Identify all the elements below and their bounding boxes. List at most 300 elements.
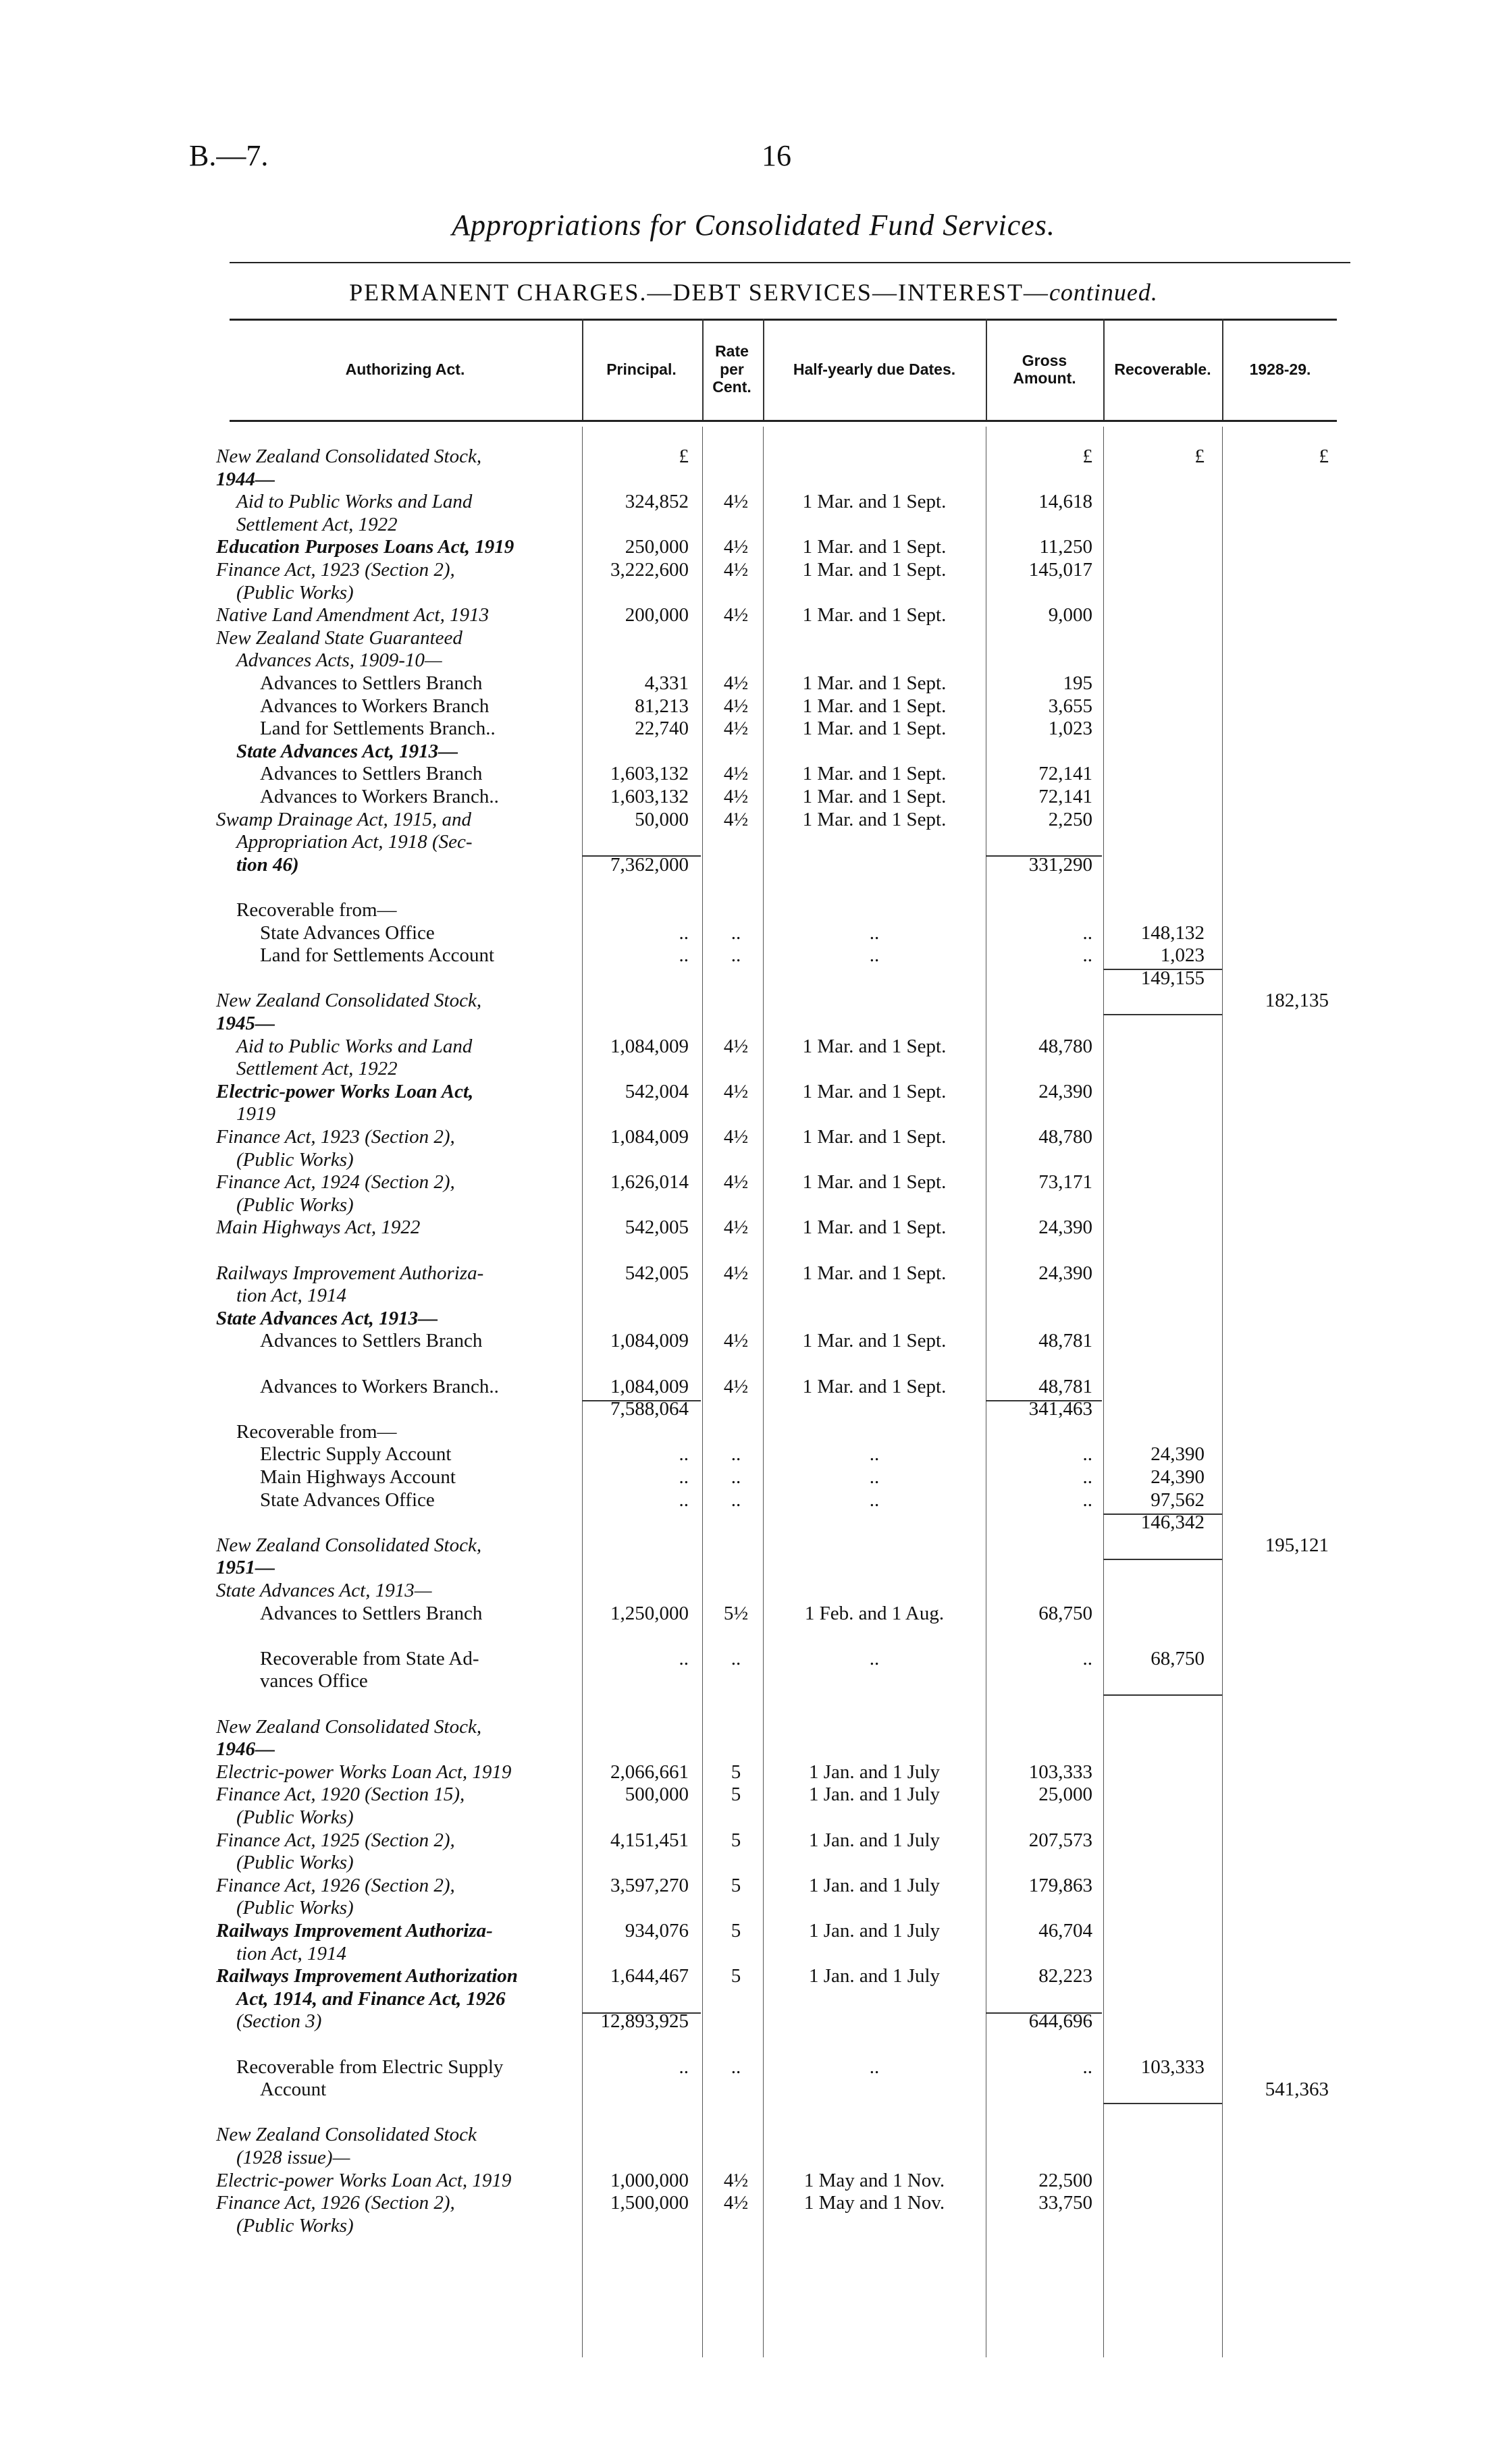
authorizing-act: Finance Act, 1926 (Section 2), xyxy=(216,2192,455,2214)
principal-cell: .. xyxy=(679,944,689,967)
principal-cell: 542,005 xyxy=(625,1216,689,1239)
authorizing-act: (Section 3) xyxy=(236,2010,322,2033)
due-dates-cell: .. xyxy=(869,1647,880,1669)
gross-amount-cell: 72,141 xyxy=(1038,786,1092,807)
header-gross: Gross Amount. xyxy=(1013,351,1076,387)
gross-amount-cell: 195 xyxy=(1063,672,1092,694)
table-row xyxy=(0,1533,1507,1557)
rate-cell: 4½ xyxy=(723,604,749,626)
principal-cell: 7,362,000 xyxy=(610,853,689,876)
header-column-line xyxy=(763,319,764,420)
due-dates-cell: 1 Mar. and 1 Sept. xyxy=(802,1262,947,1284)
table-row xyxy=(0,489,1507,514)
header-principal: Principal. xyxy=(606,360,677,378)
authorizing-act: Advances to Settlers Branch xyxy=(260,763,483,785)
table-subtitle xyxy=(0,278,1507,306)
table-row xyxy=(0,1261,1507,1285)
table-row xyxy=(0,2145,1507,2170)
gross-amount-cell: 46,704 xyxy=(1038,1920,1092,1941)
rate-cell: 4½ xyxy=(723,2192,749,2214)
table-row xyxy=(0,1896,1507,1920)
table-row xyxy=(0,1238,1507,1262)
authorizing-act: Electric-power Works Loan Act, 1919 xyxy=(216,2169,512,2191)
rate-cell: 4½ xyxy=(723,1080,749,1102)
gross-amount-cell: 48,781 xyxy=(1038,1375,1092,1397)
authorizing-act: tion Act, 1914 xyxy=(236,1942,346,1964)
authorizing-act: Account xyxy=(260,2079,327,2101)
due-dates-cell: 1 Mar. and 1 Sept. xyxy=(802,1080,947,1102)
due-dates-cell: 1 May and 1 Nov. xyxy=(803,2169,945,2191)
due-dates-cell: 1 Mar. and 1 Sept. xyxy=(802,672,947,694)
authorizing-act: Recoverable from— xyxy=(236,1420,397,1443)
gross-amount-cell: .. xyxy=(1082,1647,1092,1669)
gross-amount-cell: 2,250 xyxy=(1048,808,1092,830)
rate-cell: 4½ xyxy=(723,808,749,830)
recoverable-cell: 1,023 xyxy=(1160,944,1205,967)
principal-cell: 250,000 xyxy=(625,536,689,558)
principal-cell: .. xyxy=(679,1489,689,1511)
rate-cell: 4½ xyxy=(723,1330,749,1352)
gross-amount-cell: 341,463 xyxy=(1028,1398,1092,1420)
principal-cell: 1,084,009 xyxy=(610,1330,689,1352)
authorizing-act: Main Highways Act, 1922 xyxy=(216,1216,421,1239)
authorizing-act: Finance Act, 1924 (Section 2), xyxy=(216,1171,455,1194)
authorizing-act: (Public Works) xyxy=(236,581,354,604)
rate-cell: 4½ xyxy=(723,786,749,807)
table-row xyxy=(0,1760,1507,1784)
year-total-cell: 541,363 xyxy=(1265,2079,1329,2101)
table-row xyxy=(0,2032,1507,2056)
table-row xyxy=(0,2122,1507,2147)
rate-cell: 4½ xyxy=(723,2169,749,2191)
table-row xyxy=(0,921,1507,945)
authorizing-act: Electric Supply Account xyxy=(260,1443,452,1466)
rate-cell: 5 xyxy=(731,1874,741,1896)
principal-cell: £ xyxy=(679,446,689,467)
table-row xyxy=(0,1125,1507,1149)
header-column-line xyxy=(702,319,704,420)
due-dates-cell: 1 Mar. and 1 Sept. xyxy=(802,1126,947,1148)
authorizing-act: Finance Act, 1920 (Section 15), xyxy=(216,1784,465,1806)
gross-amount-cell: 24,390 xyxy=(1038,1216,1092,1239)
principal-cell: 1,603,132 xyxy=(610,786,689,807)
gross-amount-cell: 207,573 xyxy=(1028,1829,1092,1851)
due-dates-cell: 1 Jan. and 1 July xyxy=(808,1965,941,1987)
table-row xyxy=(0,2009,1507,2033)
authorizing-act: Act, 1914, and Finance Act, 1926 xyxy=(236,1987,506,2010)
recoverable-cell: 149,155 xyxy=(1140,967,1205,989)
gross-amount-cell: 24,390 xyxy=(1038,1080,1092,1102)
gross-amount-cell: .. xyxy=(1082,1489,1092,1511)
table-row xyxy=(0,1737,1507,1761)
gross-amount-cell: 1,023 xyxy=(1048,718,1092,740)
authorizing-act: Education Purposes Loans Act, 1919 xyxy=(216,536,514,558)
rate-cell: 4½ xyxy=(723,1035,749,1057)
recoverable-cell: 148,132 xyxy=(1140,921,1205,944)
authorizing-act: (1928 issue)— xyxy=(236,2147,350,2168)
recoverable-cell: £ xyxy=(1194,446,1205,467)
rate-cell: .. xyxy=(731,2056,741,2078)
principal-cell: 1,250,000 xyxy=(610,1602,689,1624)
authorizing-act: Main Highways Account xyxy=(260,1466,456,1488)
due-dates-cell: 1 Mar. and 1 Sept. xyxy=(802,718,947,740)
rate-cell: 4½ xyxy=(723,1216,749,1239)
table-row xyxy=(0,1465,1507,1489)
table-row xyxy=(0,1578,1507,1603)
title-rule xyxy=(230,262,1350,263)
page-title: Appropriations for Consolidated Fund Services. xyxy=(452,209,1055,242)
table-row xyxy=(0,853,1507,877)
table-row xyxy=(0,1646,1507,1671)
authorizing-act: Advances to Workers Branch xyxy=(260,695,490,717)
principal-cell: 4,331 xyxy=(644,672,689,694)
table-row xyxy=(0,1170,1507,1194)
gross-amount-cell: 68,750 xyxy=(1038,1602,1092,1624)
due-dates-cell: 1 Mar. and 1 Sept. xyxy=(802,808,947,830)
table-row xyxy=(0,1782,1507,1806)
table-row xyxy=(0,467,1507,491)
authorizing-act: Settlement Act, 1922 xyxy=(236,1058,398,1080)
principal-cell: 50,000 xyxy=(635,808,689,830)
authorizing-act: State Advances Act, 1913— xyxy=(216,1307,438,1329)
table-row xyxy=(0,1941,1507,1966)
due-dates-cell: .. xyxy=(869,2056,880,2078)
table-row xyxy=(0,1397,1507,1421)
due-dates-cell: 1 Jan. and 1 July xyxy=(808,1761,941,1783)
due-dates-cell: .. xyxy=(869,1489,880,1511)
gross-amount-cell: 3,655 xyxy=(1048,695,1092,717)
table-row xyxy=(0,1488,1507,1512)
rate-cell: 4½ xyxy=(723,763,749,785)
due-dates-cell: 1 Mar. and 1 Sept. xyxy=(802,1035,947,1057)
table-row xyxy=(0,1442,1507,1466)
rate-cell: 4½ xyxy=(723,672,749,694)
principal-cell: .. xyxy=(679,1647,689,1669)
table-row xyxy=(0,2077,1507,2101)
authorizing-act: 1951— xyxy=(216,1557,275,1579)
table-row xyxy=(0,784,1507,809)
rate-cell: 5 xyxy=(731,1761,741,1783)
due-dates-cell: 1 Feb. and 1 Aug. xyxy=(804,1602,945,1624)
gross-amount-cell: 9,000 xyxy=(1048,604,1092,626)
gross-amount-cell: 48,781 xyxy=(1038,1330,1092,1352)
table-row xyxy=(0,1056,1507,1081)
due-dates-cell: .. xyxy=(869,944,880,967)
authorizing-act: Native Land Amendment Act, 1913 xyxy=(216,604,490,626)
table-row xyxy=(0,535,1507,559)
table-row xyxy=(0,512,1507,537)
due-dates-cell: 1 Mar. and 1 Sept. xyxy=(802,763,947,785)
principal-cell: 1,000,000 xyxy=(610,2169,689,2191)
table-row xyxy=(0,1351,1507,1376)
authorizing-act: Aid to Public Works and Land xyxy=(236,1035,473,1057)
rate-cell: 4½ xyxy=(723,695,749,717)
header-dates: Half-yearly due Dates. xyxy=(793,360,956,378)
table-row xyxy=(0,1669,1507,1693)
due-dates-cell: 1 Jan. and 1 July xyxy=(808,1920,941,1941)
principal-cell: 12,893,925 xyxy=(600,2010,689,2033)
due-dates-cell: 1 Mar. and 1 Sept. xyxy=(802,491,947,513)
table-row xyxy=(0,1850,1507,1875)
due-dates-cell: 1 Jan. and 1 July xyxy=(808,1829,941,1851)
table-row xyxy=(0,581,1507,605)
header-rate: Rate per Cent. xyxy=(712,342,751,396)
rate-cell: 4½ xyxy=(723,491,749,513)
authorizing-act: Electric-power Works Loan Act, xyxy=(216,1080,474,1102)
rate-cell: 4½ xyxy=(723,1126,749,1148)
authorizing-act: New Zealand Consolidated Stock, xyxy=(216,1534,482,1556)
principal-cell: 542,004 xyxy=(625,1080,689,1102)
table-row xyxy=(0,2055,1507,2079)
principal-cell: 500,000 xyxy=(625,1784,689,1806)
due-dates-cell: 1 Mar. and 1 Sept. xyxy=(802,1171,947,1194)
authorizing-act: 1946— xyxy=(216,1738,275,1761)
principal-cell: 1,603,132 xyxy=(610,763,689,785)
table-row xyxy=(0,1919,1507,1943)
recoverable-cell: 146,342 xyxy=(1140,1511,1205,1534)
header-column-line xyxy=(1103,319,1105,420)
authorizing-act: (Public Works) xyxy=(236,1897,354,1919)
recoverable-cell: 68,750 xyxy=(1151,1647,1205,1669)
gross-amount-cell: 25,000 xyxy=(1038,1784,1092,1806)
authorizing-act: New Zealand Consolidated Stock, xyxy=(216,446,482,467)
authorizing-act: State Advances Act, 1913— xyxy=(216,1580,432,1601)
table-row xyxy=(0,2191,1507,2215)
rate-cell: .. xyxy=(731,921,741,944)
table-row xyxy=(0,1987,1507,2011)
authorizing-act: tion 46) xyxy=(236,853,299,876)
principal-cell: 22,740 xyxy=(635,718,689,740)
page-id: B.—7. xyxy=(189,139,269,172)
table-row xyxy=(0,1079,1507,1104)
recoverable-cell: 103,333 xyxy=(1140,2056,1205,2078)
rate-cell: 4½ xyxy=(723,1262,749,1284)
table-row xyxy=(0,603,1507,627)
authorizing-act: Railways Improvement Authoriza- xyxy=(216,1920,493,1941)
principal-cell: 934,076 xyxy=(625,1920,689,1941)
authorizing-act: Advances Acts, 1909-10— xyxy=(236,649,442,672)
gross-amount-cell: 11,250 xyxy=(1039,536,1092,558)
table-row xyxy=(0,1828,1507,1852)
table-row xyxy=(0,966,1507,990)
rate-cell: 4½ xyxy=(723,1375,749,1397)
rate-cell: .. xyxy=(731,1647,741,1669)
authorizing-act: tion Act, 1914 xyxy=(236,1285,346,1307)
table-row xyxy=(0,898,1507,922)
gross-amount-cell: 48,780 xyxy=(1038,1035,1092,1057)
authorizing-act: Land for Settlements Branch.. xyxy=(260,718,496,740)
table-row xyxy=(0,739,1507,764)
due-dates-cell: 1 Jan. and 1 July xyxy=(808,1874,941,1896)
rate-cell: 4½ xyxy=(723,1171,749,1194)
gross-amount-cell: 331,290 xyxy=(1028,853,1092,876)
table-row xyxy=(0,694,1507,718)
authorizing-act: State Advances Office xyxy=(260,921,435,944)
authorizing-act: Railways Improvement Authorization xyxy=(216,1965,518,1987)
gross-amount-cell: 22,500 xyxy=(1038,2169,1092,2191)
table-row xyxy=(0,807,1507,832)
table-row xyxy=(0,1329,1507,1353)
gross-amount-cell: 644,696 xyxy=(1028,2010,1092,2033)
authorizing-act: Advances to Workers Branch.. xyxy=(260,1375,499,1397)
authorizing-act: vances Office xyxy=(260,1670,368,1692)
authorizing-act: Advances to Settlers Branch xyxy=(260,1602,483,1624)
principal-cell: 2,066,661 xyxy=(610,1761,689,1783)
rate-cell: 5½ xyxy=(723,1602,749,1624)
principal-cell: 200,000 xyxy=(625,604,689,626)
table-row xyxy=(0,1601,1507,1626)
rate-cell: 4½ xyxy=(723,536,749,558)
table-row xyxy=(0,648,1507,672)
authorizing-act: New Zealand Consolidated Stock, xyxy=(216,1715,482,1738)
subtitle-main: PERMANENT CHARGES.—DEBT SERVICES—INTEREST— xyxy=(349,279,1049,306)
authorizing-act: New Zealand Consolidated Stock xyxy=(216,2124,477,2146)
table-row xyxy=(0,1193,1507,1217)
recoverable-cell: 24,390 xyxy=(1151,1443,1205,1466)
authorizing-act: (Public Works) xyxy=(236,1148,354,1171)
due-dates-cell: 1 Mar. and 1 Sept. xyxy=(802,1330,947,1352)
principal-cell: 3,597,270 xyxy=(610,1874,689,1896)
header-recoverable: Recoverable. xyxy=(1114,360,1211,378)
authorizing-act: New Zealand State Guaranteed xyxy=(216,626,462,649)
gross-amount-cell: .. xyxy=(1082,2056,1092,2078)
table-row xyxy=(0,626,1507,650)
table-row xyxy=(0,1148,1507,1172)
authorizing-act: (Public Works) xyxy=(236,1806,354,1828)
authorizing-act: Appropriation Act, 1918 (Sec- xyxy=(236,831,473,853)
rate-cell: 5 xyxy=(731,1920,741,1941)
rate-cell: .. xyxy=(731,944,741,967)
due-dates-cell: .. xyxy=(869,1466,880,1488)
principal-cell: 1,626,014 xyxy=(610,1171,689,1194)
due-dates-cell: 1 Mar. and 1 Sept. xyxy=(802,1216,947,1239)
table-row xyxy=(0,1102,1507,1126)
authorizing-act: New Zealand Consolidated Stock, xyxy=(216,990,482,1012)
principal-cell: 542,005 xyxy=(625,1262,689,1284)
principal-cell: 1,084,009 xyxy=(610,1035,689,1057)
table-row xyxy=(0,1873,1507,1898)
header-column-line xyxy=(986,319,987,420)
authorizing-act: (Public Works) xyxy=(236,2214,354,2237)
recoverable-cell: 97,562 xyxy=(1151,1489,1205,1511)
gross-amount-cell: 82,223 xyxy=(1038,1965,1092,1987)
rate-cell: 4½ xyxy=(723,718,749,740)
authorizing-act: Advances to Workers Branch.. xyxy=(260,786,499,807)
page-number: 16 xyxy=(762,139,791,172)
authorizing-act: State Advances Office xyxy=(260,1489,435,1511)
gross-amount-cell: 179,863 xyxy=(1028,1874,1092,1896)
table-row xyxy=(0,2168,1507,2193)
gross-amount-cell: .. xyxy=(1082,921,1092,944)
table-row xyxy=(0,1805,1507,1829)
principal-cell: 1,084,009 xyxy=(610,1126,689,1148)
due-dates-cell: 1 Mar. and 1 Sept. xyxy=(802,559,947,581)
authorizing-act: Finance Act, 1925 (Section 2), xyxy=(216,1829,455,1851)
rate-cell: .. xyxy=(731,1443,741,1466)
authorizing-act: Recoverable from— xyxy=(236,899,397,921)
authorizing-act: State Advances Act, 1913— xyxy=(236,740,458,762)
table-row xyxy=(0,1715,1507,1739)
principal-cell: .. xyxy=(679,1443,689,1466)
recoverable-cell: 24,390 xyxy=(1151,1466,1205,1488)
authorizing-act: Aid to Public Works and Land xyxy=(236,491,473,513)
authorizing-act: Settlement Act, 1922 xyxy=(236,513,398,535)
table-row xyxy=(0,1420,1507,1444)
table-row xyxy=(0,716,1507,741)
table-row xyxy=(0,1964,1507,1988)
table-row xyxy=(0,558,1507,582)
authorizing-act: Advances to Settlers Branch xyxy=(260,1330,483,1352)
table-row xyxy=(0,988,1507,1013)
principal-cell: .. xyxy=(679,2056,689,2078)
authorizing-act: Advances to Settlers Branch xyxy=(260,672,483,694)
authorizing-act: (Public Works) xyxy=(236,1852,354,1874)
principal-cell: 81,213 xyxy=(635,695,689,717)
principal-cell: 1,084,009 xyxy=(610,1375,689,1397)
header-column-line xyxy=(582,319,583,420)
table-row xyxy=(0,1374,1507,1399)
principal-cell: 324,852 xyxy=(625,491,689,513)
authorizing-act: 1944— xyxy=(216,468,275,490)
authorizing-act: Recoverable from Electric Supply xyxy=(236,2056,504,2078)
gross-amount-cell: 24,390 xyxy=(1038,1262,1092,1284)
table-row xyxy=(0,1692,1507,1716)
table-row xyxy=(0,1283,1507,1308)
rate-cell: 5 xyxy=(731,1784,741,1806)
principal-cell: 1,644,467 xyxy=(610,1965,689,1987)
table-row xyxy=(0,1034,1507,1059)
principal-cell: 4,151,451 xyxy=(610,1829,689,1851)
table-row xyxy=(0,1555,1507,1580)
principal-cell: .. xyxy=(679,921,689,944)
due-dates-cell: 1 Jan. and 1 July xyxy=(808,1784,941,1806)
table-row xyxy=(0,943,1507,967)
authorizing-act: Swamp Drainage Act, 1915, and xyxy=(216,808,472,830)
gross-amount-cell: 48,780 xyxy=(1038,1126,1092,1148)
authorizing-act: Finance Act, 1923 (Section 2), xyxy=(216,1126,455,1148)
due-dates-cell: 1 Mar. and 1 Sept. xyxy=(802,695,947,717)
table-row xyxy=(0,1306,1507,1331)
authorizing-act: Electric-power Works Loan Act, 1919 xyxy=(216,1761,512,1783)
due-dates-cell: .. xyxy=(869,1443,880,1466)
due-dates-cell: 1 Mar. and 1 Sept. xyxy=(802,1375,947,1397)
authorizing-act: 1919 xyxy=(236,1103,275,1125)
table-row xyxy=(0,671,1507,695)
header-column-line xyxy=(1222,319,1223,420)
rate-cell: 5 xyxy=(731,1965,741,1987)
year-total-cell: £ xyxy=(1319,446,1329,467)
gross-amount-cell: .. xyxy=(1082,944,1092,967)
gross-amount-cell: 72,141 xyxy=(1038,763,1092,785)
gross-amount-cell: 145,017 xyxy=(1028,559,1092,581)
authorizing-act: Land for Settlements Account xyxy=(260,944,495,967)
table-row xyxy=(0,875,1507,899)
gross-amount-cell: 33,750 xyxy=(1038,2192,1092,2214)
rate-cell: 4½ xyxy=(723,559,749,581)
gross-amount-cell: £ xyxy=(1082,446,1092,467)
authorizing-act: Finance Act, 1923 (Section 2), xyxy=(216,559,455,581)
principal-cell: 1,500,000 xyxy=(610,2192,689,2214)
rate-cell: .. xyxy=(731,1466,741,1488)
authorizing-act: Finance Act, 1926 (Section 2), xyxy=(216,1874,455,1896)
authorizing-act: 1945— xyxy=(216,1013,275,1034)
gross-amount-cell: .. xyxy=(1082,1466,1092,1488)
year-total-cell: 195,121 xyxy=(1265,1534,1329,1556)
rate-cell: .. xyxy=(731,1489,741,1511)
due-dates-cell: 1 May and 1 Nov. xyxy=(803,2192,945,2214)
table-row xyxy=(0,761,1507,786)
subtitle-suffix: continued. xyxy=(1049,279,1158,306)
